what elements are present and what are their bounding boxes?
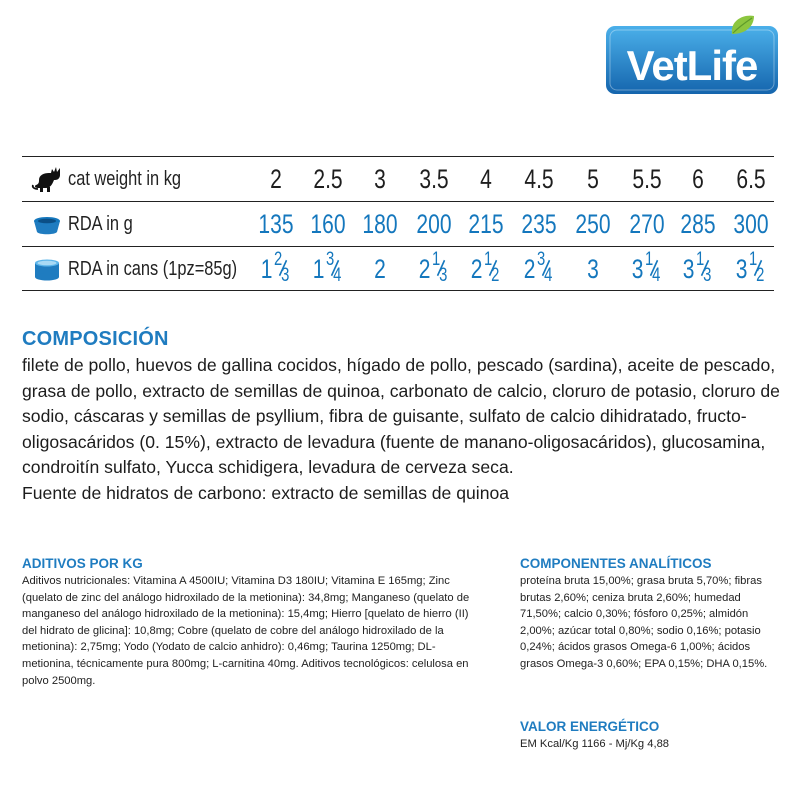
table-cell: 3	[374, 164, 386, 194]
table-cell: 160	[310, 209, 346, 239]
table-cell	[729, 249, 773, 286]
rda-table	[22, 156, 774, 291]
energy-title: VALOR ENERGÉTICO	[520, 719, 660, 734]
analytical-title: COMPONENTES ANALÍTICOS	[520, 556, 712, 571]
vetlife-logo	[604, 12, 780, 96]
fraction-denominator: 2	[756, 265, 765, 286]
table-cell: 215	[468, 209, 504, 239]
analytical-text: proteína bruta 15,00%; grasa bruta 5,70%; fibras brutas 2,60%; ceniza bruta 2,60%; humedad 71,50%; calcio 0,30%; fósforo 0,25%; almidón 2,00%; azúcar total 0,80%; sodio 0,16%; potasio 0,24%; ácidos grasos Omega-6 1,00%; ácidos grasos Omega-3 0,60%; EPA 0,15%; DHA 0,15%.	[520, 575, 768, 670]
table-cell	[358, 254, 402, 285]
fraction-denominator: 4	[544, 265, 553, 286]
fraction-numerator: 1	[696, 249, 705, 270]
row-label-rda-grams: RDA in g	[68, 213, 133, 235]
table-cell	[464, 249, 508, 286]
weight-values	[232, 157, 782, 202]
can-fraction	[326, 249, 343, 286]
row-label-rda-cans: RDA in cans (1pz=85g)	[68, 258, 238, 280]
table-cell: 180	[362, 209, 398, 239]
table-cell: 6.5	[736, 164, 766, 194]
can-whole: 2	[523, 254, 536, 284]
can-whole: 1	[260, 254, 273, 284]
table-cell: 2.5	[313, 164, 343, 194]
can-whole: 1	[312, 254, 325, 284]
table-cell: 285	[680, 209, 716, 239]
table-cell: 4	[480, 164, 492, 194]
fraction-denominator: 3	[703, 265, 712, 286]
can-whole: 3	[682, 254, 695, 284]
fraction-numerator: 2	[274, 249, 283, 270]
table-cell: 270	[629, 209, 665, 239]
can-fraction	[696, 249, 713, 286]
table-cell: 3.5	[419, 164, 449, 194]
can-fraction	[537, 249, 554, 286]
fraction-denominator: 3	[281, 265, 290, 286]
table-cell: 5	[587, 164, 599, 194]
fraction-numerator: 1	[432, 249, 441, 270]
table-cell: 250	[575, 209, 611, 239]
table-cell	[306, 249, 350, 286]
table-cell: 4.5	[524, 164, 554, 194]
can-fraction	[484, 249, 501, 286]
can-whole: 3	[735, 254, 748, 284]
additives-title: ADITIVOS POR KG	[22, 556, 143, 571]
table-row-rda-cans	[22, 246, 774, 291]
composition-title: COMPOSICIÓN	[22, 328, 169, 350]
table-cell: 135	[258, 209, 294, 239]
brand-name: VetLife	[626, 42, 758, 89]
table-cell: 5.5	[632, 164, 662, 194]
can-fraction	[645, 249, 662, 286]
composition-text	[22, 353, 782, 506]
table-cell	[571, 254, 615, 285]
table-cell: 6	[692, 164, 704, 194]
can-fraction	[432, 249, 449, 286]
table-row-rda-grams	[22, 201, 774, 246]
can-whole: 2	[470, 254, 483, 284]
fraction-denominator: 3	[439, 265, 448, 286]
table-cell: 300	[733, 209, 769, 239]
table-cell	[412, 249, 456, 286]
table-cell: 200	[416, 209, 452, 239]
fraction-numerator: 1	[749, 249, 758, 270]
table-cell	[676, 249, 720, 286]
additives-text: Aditivos nutricionales: Vitamina A 4500IU; Vitamina D3 180IU; Vitamina E 165mg; Zinc (quelato de zinc del análogo hidroxilado de la metionina): 34,8mg; Manganeso (quelato de manganeso del análogo hidroxilado de la metionina): 15,4mg; Hierro [quelato de hierro (II) del hidrato de glicina]: 10,8mg; Cobre (quelato de cobre del análogo hidroxilado de la metionina): 2,75mg; Yodo (Yodato de calcio anhidro): 0,46mg; Taurina 1250mg; DL-metionina, técnicamente pura 800mg; L-carnitina 40mg. Aditivos tecnológicos: celulosa en polvo 2500mg.	[22, 575, 470, 687]
can-fraction	[749, 249, 766, 286]
can-whole: 2	[374, 254, 386, 284]
composition-carbohydrate-source: Fuente de hidratos de carbono: extracto de semillas de quinoa	[22, 482, 510, 503]
fraction-denominator: 4	[333, 265, 342, 286]
composition-ingredients: filete de pollo, huevos de gallina cocidos, hígado de pollo, pescado (sardina), aceite de pescado, grasa de pollo, extracto de semillas de quinoa, carbonato de calcio, cloruro de potasio, cloruro de sodio, cáscaras y semillas de psyllium, fibra de guisante, sulfato de calcio dihidratado, fructo-oligosacáridos (0. 15%), extracto de levadura (fuente de manano-oligosacáridos), glucosamina, condroitín sulfato, Yucca schidigera, levadura de cerveza seca.	[22, 355, 780, 477]
fraction-numerator: 3	[537, 249, 546, 270]
table-cell	[517, 249, 561, 286]
fraction-numerator: 1	[484, 249, 493, 270]
can-whole: 3	[587, 254, 599, 284]
cat-icon	[30, 163, 64, 195]
table-row-weight	[22, 156, 774, 201]
can-whole: 3	[631, 254, 644, 284]
row-label-weight: cat weight in kg	[68, 168, 182, 190]
food-bowl-icon	[30, 208, 64, 240]
food-can-icon	[30, 253, 64, 285]
energy-text: EM Kcal/Kg 1166 - Mj/Kg 4,88	[520, 738, 670, 750]
table-cell: 2	[270, 164, 282, 194]
rda-can-values	[232, 247, 782, 292]
can-whole: 2	[418, 254, 431, 284]
fraction-denominator: 2	[491, 265, 500, 286]
table-cell: 235	[521, 209, 557, 239]
rda-gram-values	[232, 202, 782, 247]
fraction-numerator: 3	[326, 249, 335, 270]
table-cell	[254, 249, 298, 286]
fraction-denominator: 4	[652, 265, 661, 286]
table-cell	[625, 249, 669, 286]
can-fraction	[274, 249, 291, 286]
fraction-numerator: 1	[645, 249, 654, 270]
